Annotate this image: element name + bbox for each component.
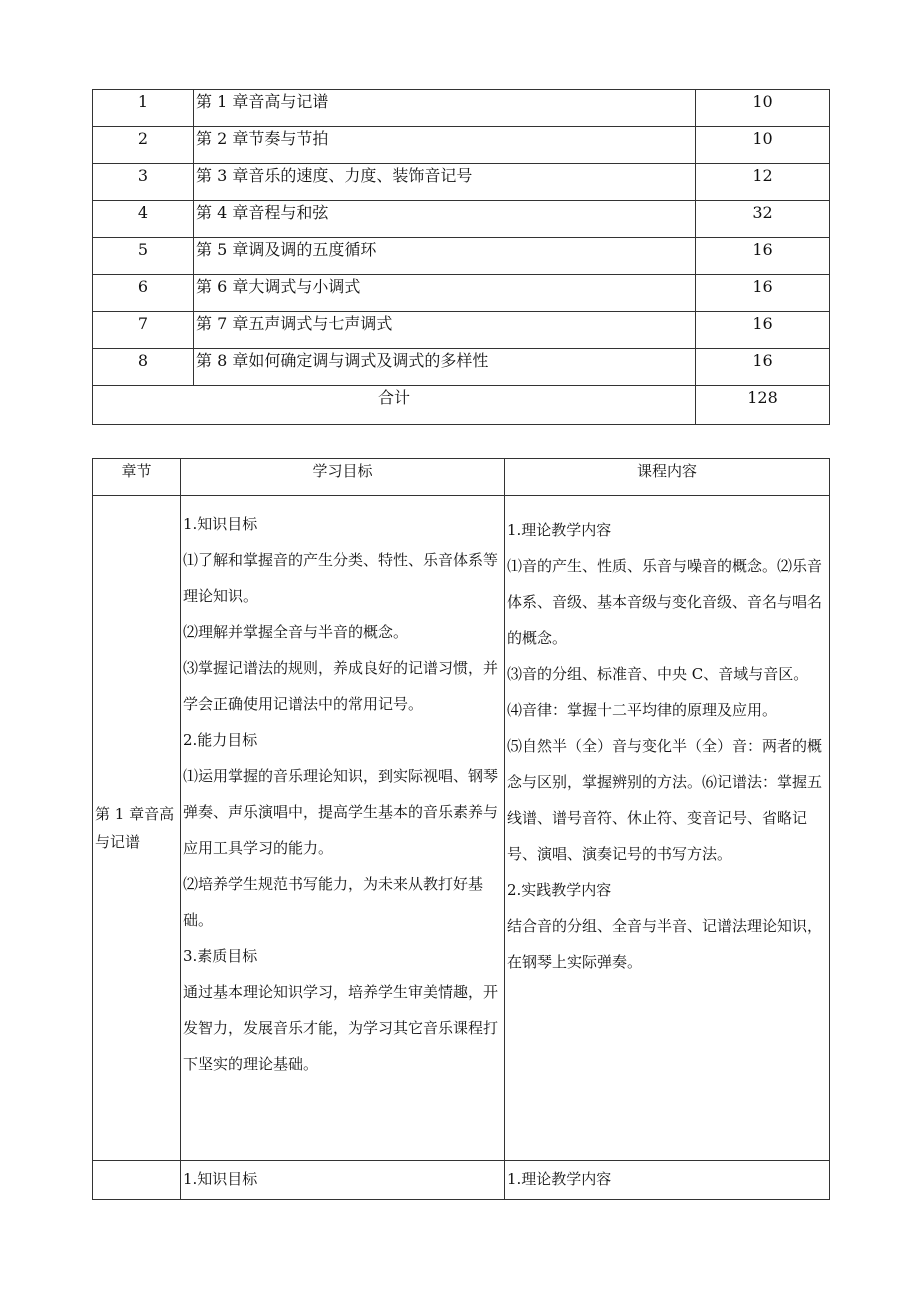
chapter-title: 第 4 章音程与和弦 bbox=[194, 201, 696, 238]
chapter-title: 第 8 章如何确定调与调式及调式的多样性 bbox=[194, 349, 696, 386]
syllabus-table bbox=[92, 458, 830, 1200]
goal-heading-ability: 2.能力目标 bbox=[183, 731, 258, 749]
content-item: 结合音的分组、全音与半音、记谱法理论知识，在钢琴上实际弹奏。 bbox=[507, 917, 823, 971]
table-row bbox=[93, 312, 830, 349]
table-row bbox=[93, 90, 830, 127]
goal-heading-knowledge: 1.知识目标 bbox=[183, 515, 258, 533]
chapter-hours-table bbox=[92, 89, 830, 425]
chapter-hours: 32 bbox=[696, 201, 830, 238]
learning-goals-cell bbox=[181, 496, 505, 1161]
row-number: 1 bbox=[93, 90, 194, 127]
header-chapter: 章节 bbox=[93, 459, 181, 496]
chapter-hours: 16 bbox=[696, 312, 830, 349]
total-hours: 128 bbox=[696, 386, 830, 425]
chapter-title: 第 2 章节奏与节拍 bbox=[194, 127, 696, 164]
table-row bbox=[93, 275, 830, 312]
chapter-title: 第 3 章音乐的速度、力度、装饰音记号 bbox=[194, 164, 696, 201]
chapter-title: 第 5 章调及调的五度循环 bbox=[194, 238, 696, 275]
table-row bbox=[93, 349, 830, 386]
content-item: ⑶音的分组、标准音、中央 C、音域与音区。 bbox=[507, 665, 809, 683]
table-row bbox=[93, 201, 830, 238]
chapter-title: 第 1 章音高与记谱 bbox=[194, 90, 696, 127]
header-goals: 学习目标 bbox=[181, 459, 505, 496]
goal-item: ⑴运用掌握的音乐理论知识，到实际视唱、钢琴弹奏、声乐演唱中，提高学生基本的音乐素养与应用工具学习的能力。 bbox=[183, 767, 499, 857]
table-row bbox=[93, 127, 830, 164]
row-number: 4 bbox=[93, 201, 194, 238]
goal-heading-quality: 3.素质目标 bbox=[183, 947, 258, 965]
table-row bbox=[93, 496, 830, 1161]
content-heading-practice: 2.实践教学内容 bbox=[507, 881, 612, 899]
content-item: ⑸自然半（全）音与变化半（全）音：两者的概念与区别，掌握辨别的方法。⑹记谱法：掌握五线谱、谱号音符、休止符、变音记号、省略记号、演唱、演奏记号的书写方法。 bbox=[507, 737, 823, 863]
row-number: 6 bbox=[93, 275, 194, 312]
row-number: 2 bbox=[93, 127, 194, 164]
chapter-title: 第 6 章大调式与小调式 bbox=[194, 275, 696, 312]
row-number: 7 bbox=[93, 312, 194, 349]
header-row bbox=[93, 459, 830, 496]
chapter-title: 第 7 章五声调式与七声调式 bbox=[194, 312, 696, 349]
goal-item: ⑶掌握记谱法的规则，养成良好的记谱习惯，并学会正确使用记谱法中的常用记号。 bbox=[183, 659, 499, 713]
chapter-name bbox=[93, 1161, 181, 1200]
content-heading-theory: 1.理论教学内容 bbox=[507, 521, 612, 539]
goal-item: ⑴了解和掌握音的产生分类、特性、乐音体系等理论知识。 bbox=[183, 551, 499, 605]
row-number: 5 bbox=[93, 238, 194, 275]
course-content-cell bbox=[505, 496, 830, 1161]
goal-item: 通过基本理论知识学习，培养学生审美情趣，开发智力，发展音乐才能，为学习其它音乐课程打下坚实的理论基础。 bbox=[183, 983, 499, 1073]
total-row bbox=[93, 386, 830, 425]
table-row bbox=[93, 238, 830, 275]
goal-item: ⑵理解并掌握全音与半音的概念。 bbox=[183, 623, 409, 641]
content-heading-theory: 1.理论教学内容 bbox=[505, 1161, 830, 1200]
goal-item: ⑵培养学生规范书写能力，为未来从教打好基础。 bbox=[183, 875, 484, 929]
content-item: ⑷音律：掌握十二平均律的原理及应用。 bbox=[507, 701, 778, 719]
chapter-hours: 16 bbox=[696, 238, 830, 275]
chapter-name: 第 1 章音高与记谱 bbox=[93, 496, 181, 1161]
chapter-hours: 10 bbox=[696, 127, 830, 164]
row-number: 3 bbox=[93, 164, 194, 201]
table-row bbox=[93, 1161, 830, 1200]
row-number: 8 bbox=[93, 349, 194, 386]
chapter-hours: 12 bbox=[696, 164, 830, 201]
table-row bbox=[93, 164, 830, 201]
goal-heading-knowledge: 1.知识目标 bbox=[181, 1161, 505, 1200]
content-item: ⑴音的产生、性质、乐音与噪音的概念。⑵乐音体系、音级、基本音级与变化音级、音名与唱名的概念。 bbox=[507, 557, 823, 647]
total-label: 合计 bbox=[93, 386, 696, 425]
chapter-hours: 16 bbox=[696, 349, 830, 386]
chapter-hours: 16 bbox=[696, 275, 830, 312]
chapter-hours: 10 bbox=[696, 90, 830, 127]
header-content: 课程内容 bbox=[505, 459, 830, 496]
